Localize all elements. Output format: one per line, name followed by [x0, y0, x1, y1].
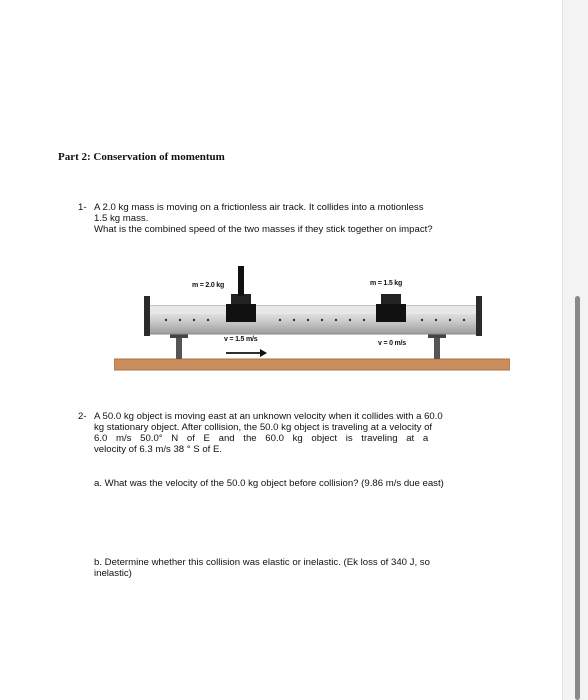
question-line: inelastic) — [94, 568, 132, 579]
cart-left-flag — [238, 266, 244, 296]
question-2b — [94, 557, 494, 579]
question-line: 6.0 m/s 50.0° N of E and the 60.0 kg object is traveling at a — [94, 433, 429, 444]
question-text — [94, 411, 494, 455]
table-surface — [114, 359, 510, 370]
question-2a: a. What was the velocity of the 50.0 kg object before collision? (9.86 m/s due east) — [94, 478, 444, 489]
mass-left-label: m = 2.0 kg — [192, 282, 225, 289]
question-text — [94, 202, 494, 235]
track-leg-left — [176, 335, 182, 359]
velocity-right-label: v = 0 m/s — [378, 340, 406, 347]
air-track-figure — [114, 262, 510, 374]
question-line: velocity of 6.3 m/s 38 ° S of E. — [94, 444, 223, 455]
track-leg-right — [434, 335, 440, 359]
question-line: What is the combined speed of the two masses if they stick together on impact? — [94, 224, 433, 235]
track-end-left — [144, 296, 150, 336]
question-number: 1- — [78, 202, 87, 213]
question-line: 1.5 kg mass. — [94, 213, 149, 224]
question-line: A 2.0 kg mass is moving on a frictionless air track. It collides into a motionless — [94, 202, 424, 213]
scrollbar-track[interactable] — [562, 0, 588, 700]
cart-left — [226, 304, 256, 322]
scrollbar-thumb[interactable] — [575, 296, 580, 700]
section-title: Part 2: Conservation of momentum — [58, 151, 225, 163]
velocity-left-label: v = 1.5 m/s — [224, 336, 258, 343]
track-end-right — [476, 296, 482, 336]
air-track-diagram — [114, 262, 510, 374]
question-line: A 50.0 kg object is moving east at an unknown velocity when it collides with a 60.0 — [94, 411, 443, 422]
question-line: kg stationary object. After collision, the 50.0 kg object is traveling at a velocity of — [94, 422, 433, 433]
question-line: b. Determine whether this collision was elastic or inelastic. (Ek loss of 340 J, so — [94, 557, 430, 568]
mass-right-label: m = 1.5 kg — [370, 280, 403, 287]
question-number: 2- — [78, 411, 87, 422]
cart-right — [376, 304, 406, 322]
